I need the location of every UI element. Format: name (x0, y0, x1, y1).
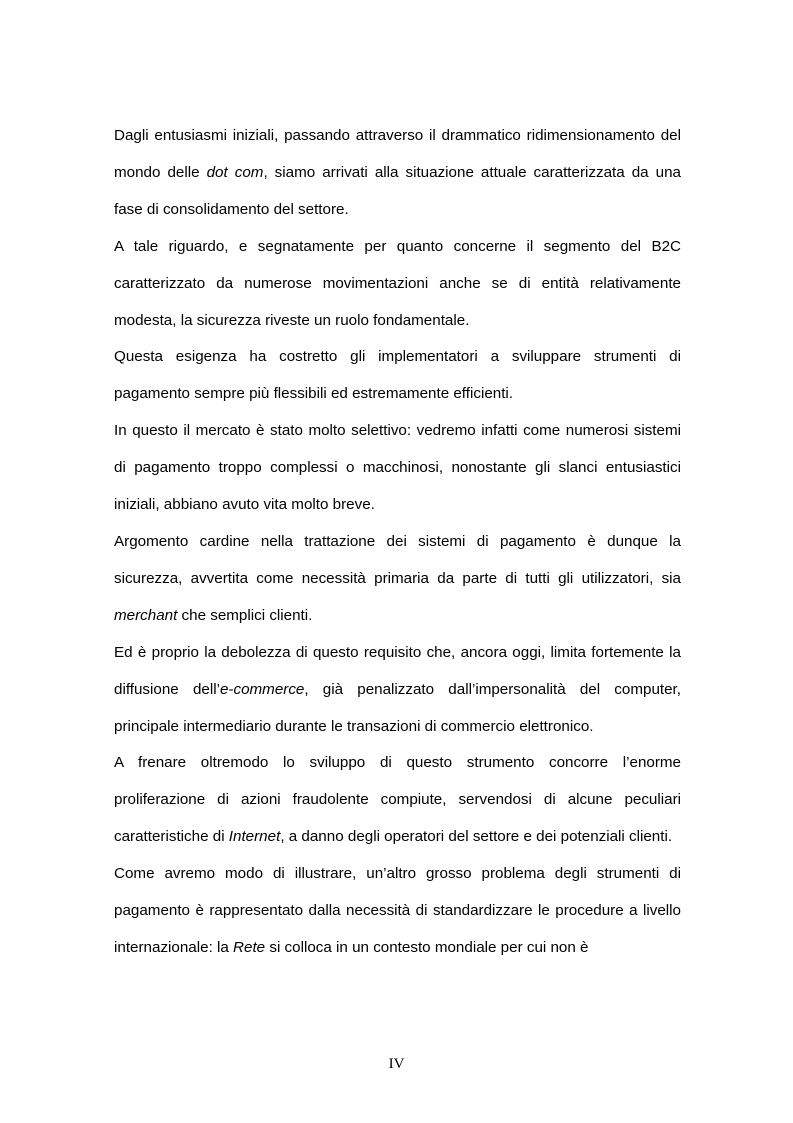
emphasized-term: dot com (206, 163, 264, 181)
emphasized-term: merchant (114, 606, 178, 624)
text-run: si colloca in un contesto mondiale per cui non è (265, 938, 589, 956)
emphasized-term: Rete (233, 938, 266, 956)
paragraph (114, 229, 681, 340)
paragraph (114, 339, 681, 413)
emphasized-term: Internet (228, 828, 281, 846)
paragraph (114, 118, 681, 229)
text-run: che semplici clienti. (177, 606, 313, 624)
text-run: Come avremo modo di illustrare, un’altro grosso problema degli strumenti di pagamento è rappresentato dalla necessità di standardizzare le procedure a livello internazionale: la (114, 865, 681, 956)
paragraph (114, 524, 681, 635)
text-run: In questo il mercato è stato molto selettivo: vedremo infatti come numerosi sistemi di pagamento troppo complessi o macchinosi, nonostante gli slanci entusiastici iniziali, abbiano avuto vita molto breve. (114, 422, 681, 514)
paragraph (114, 413, 681, 524)
text-run: Ed è proprio la debolezza di questo requisito che, ancora oggi, limita fortemente la diffusione dell’ (114, 643, 681, 698)
paragraph (114, 635, 681, 746)
paragraph (114, 745, 681, 856)
paragraph (114, 856, 681, 967)
text-run: , a danno degli operatori del settore e dei potenziali clienti. (280, 828, 673, 846)
text-run: , siamo arrivati alla situazione attuale caratterizzata da una fase di consolidamento del settore. (114, 163, 681, 218)
emphasized-term: e-commerce (219, 680, 305, 698)
text-run: Questa esigenza ha costretto gli implementatori a sviluppare strumenti di pagamento sempre più flessibili ed estremamente efficienti. (114, 348, 681, 403)
text-run: , già penalizzato dall’impersonalità del computer, principale intermediario durante le transazioni di commercio elettronico. (114, 680, 681, 735)
text-run: A frenare oltremodo lo sviluppo di questo strumento concorre l’enorme proliferazione di azioni fraudolente compiute, servendosi di alcune peculiari caratteristiche di (114, 754, 681, 846)
text-run: Argomento cardine nella trattazione dei sistemi di pagamento è dunque la sicurezza, avvertita come necessità primaria da parte di tutti gli utilizzatori, sia (114, 532, 681, 587)
page-number: IV (388, 1056, 405, 1072)
text-run: Dagli entusiasmi iniziali, passando attraverso il drammatico ridimensionamento del mondo delle (114, 127, 681, 181)
body-text (114, 118, 681, 967)
text-run: A tale riguardo, e segnatamente per quanto concerne il segmento del B2C caratterizzato da numerose movimentazioni anche se di entità relativamente modesta, la sicurezza riveste un ruolo fondamentale. (114, 237, 681, 329)
